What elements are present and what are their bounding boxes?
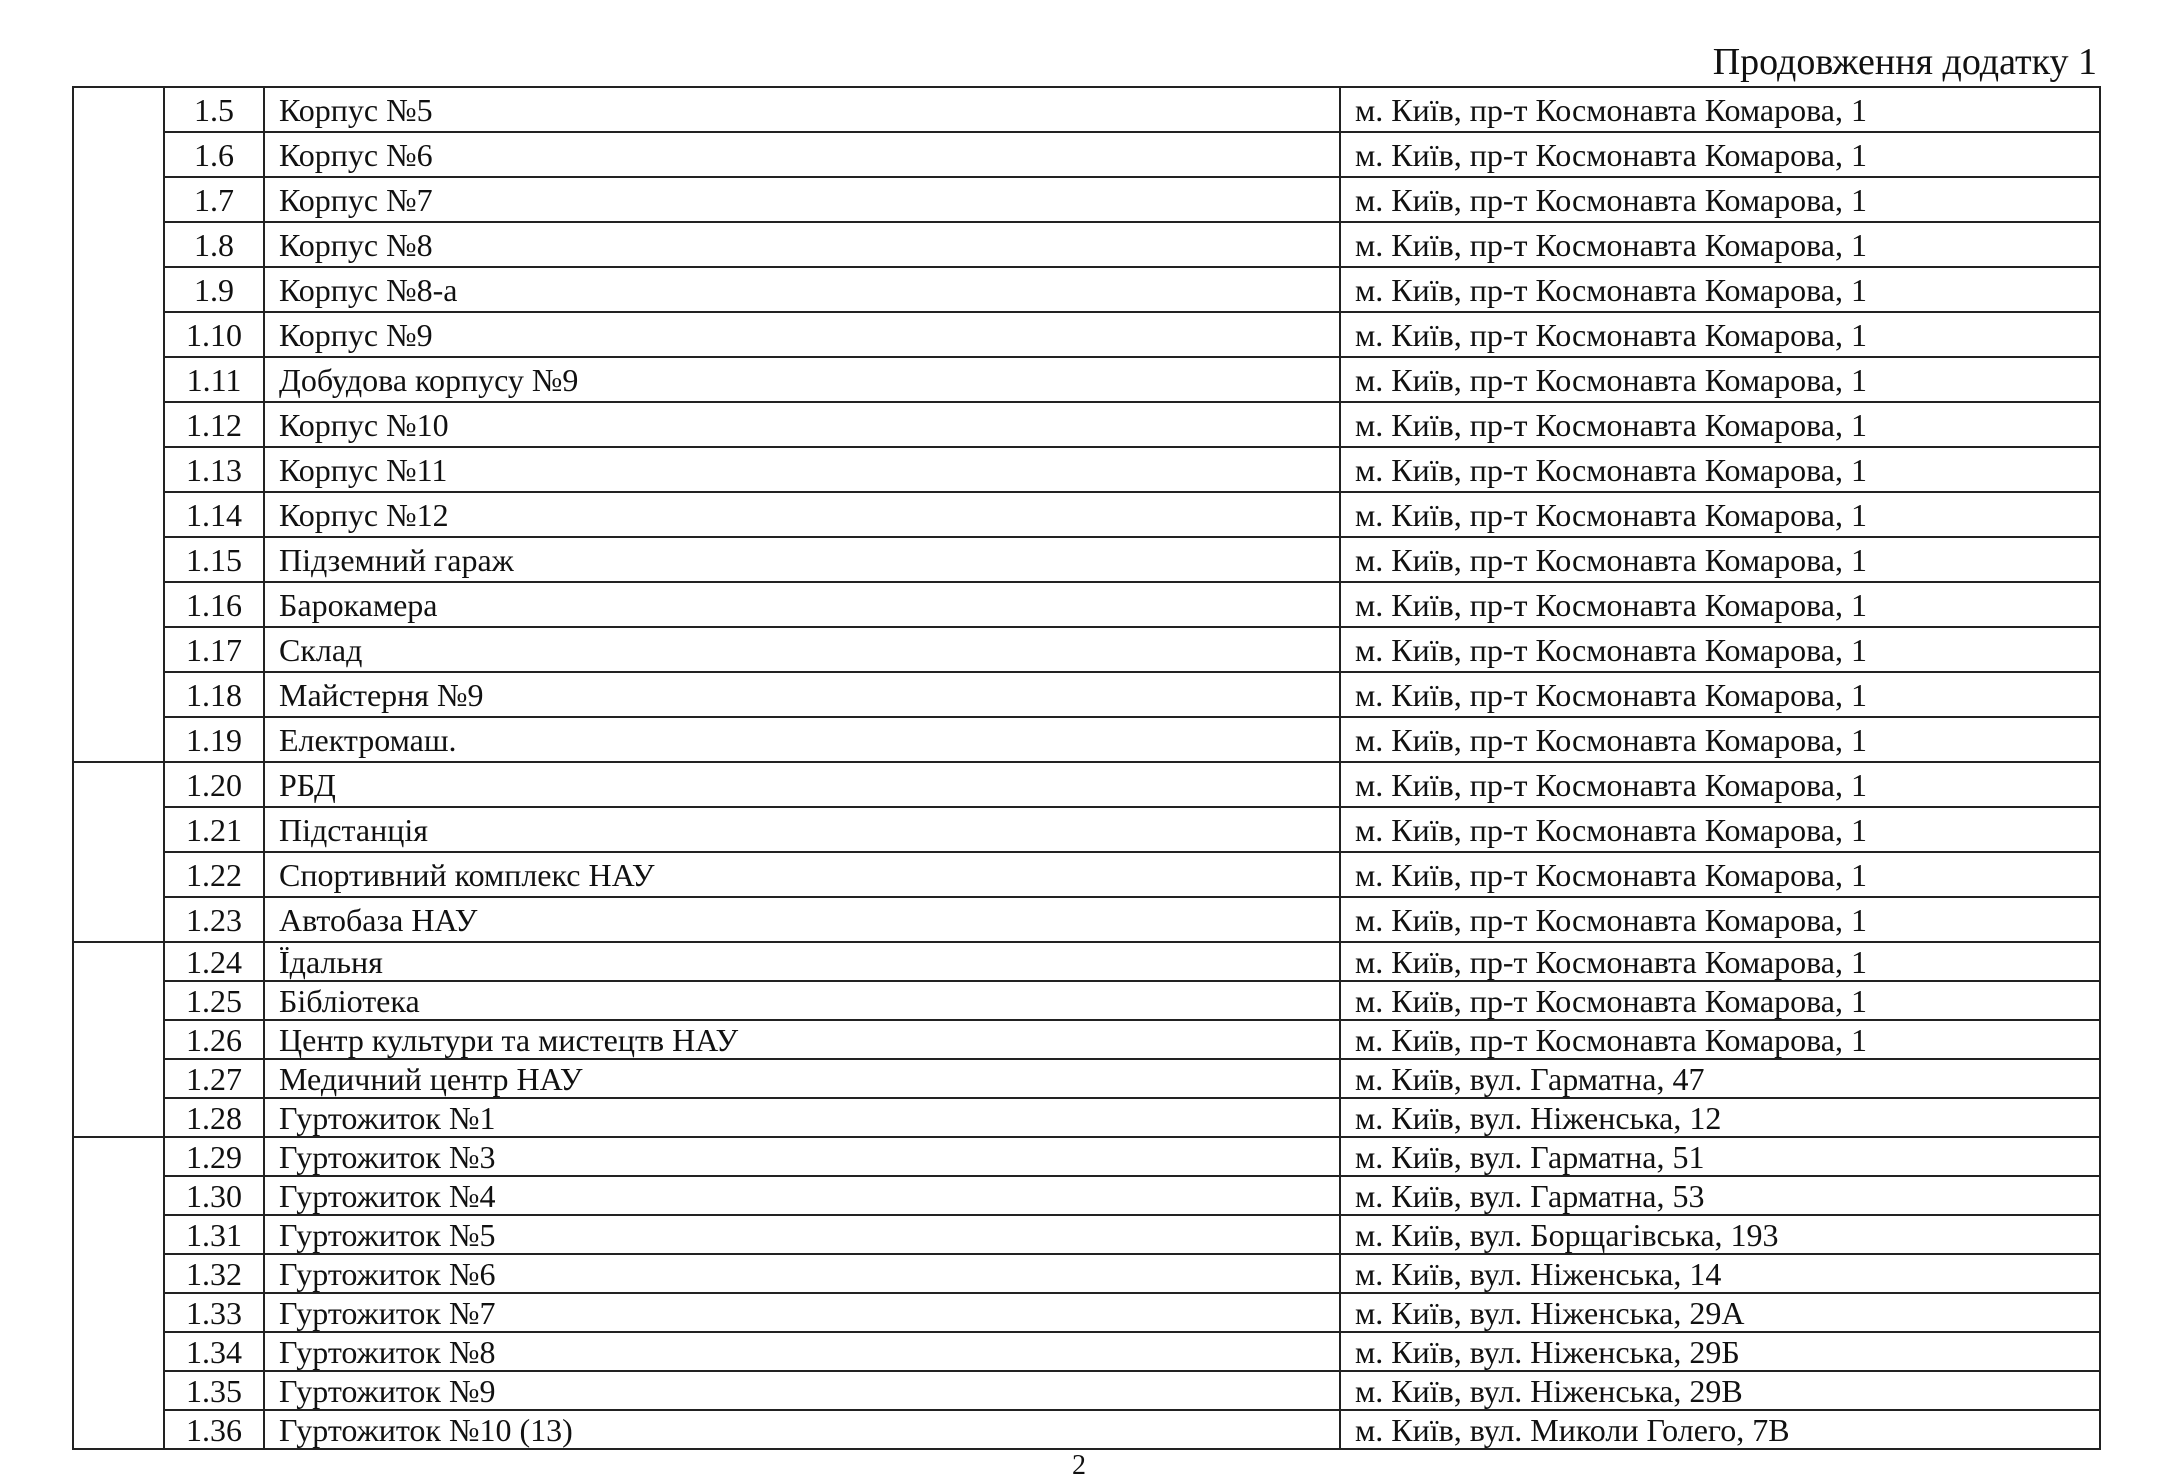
- table-row: [73, 87, 2100, 132]
- address-cell: м. Київ, пр-т Космонавта Комарова, 1: [1340, 807, 2100, 852]
- row-number-cell: 1.29: [164, 1137, 264, 1176]
- table-row: [73, 1371, 2100, 1410]
- building-name-cell: Автобаза НАУ: [264, 897, 1340, 942]
- building-name-cell: Гуртожиток №8: [264, 1332, 1340, 1371]
- row-number-cell: 1.34: [164, 1332, 264, 1371]
- table-row: [73, 1215, 2100, 1254]
- building-name-cell: Добудова корпусу №9: [264, 357, 1340, 402]
- building-name-cell: Підземний гараж: [264, 537, 1340, 582]
- building-name-cell: Корпус №5: [264, 87, 1340, 132]
- table-row: [73, 357, 2100, 402]
- building-name-cell: Електромаш.: [264, 717, 1340, 762]
- group-cell: [73, 942, 164, 1137]
- address-cell: м. Київ, пр-т Космонавта Комарова, 1: [1340, 942, 2100, 981]
- building-name-cell: РБД: [264, 762, 1340, 807]
- table-row: [73, 672, 2100, 717]
- table-row: [73, 1410, 2100, 1449]
- table-row: [73, 177, 2100, 222]
- building-name-cell: Корпус №10: [264, 402, 1340, 447]
- row-number-cell: 1.13: [164, 447, 264, 492]
- building-name-cell: Медичний центр НАУ: [264, 1059, 1340, 1098]
- address-cell: м. Київ, вул. Ніженська, 29А: [1340, 1293, 2100, 1332]
- row-number-cell: 1.31: [164, 1215, 264, 1254]
- address-cell: м. Київ, вул. Гарматна, 51: [1340, 1137, 2100, 1176]
- table-row: [73, 1020, 2100, 1059]
- row-number-cell: 1.28: [164, 1098, 264, 1137]
- continuation-heading: Продовження додатку 1: [1712, 41, 2097, 83]
- table-row: [73, 402, 2100, 447]
- table-row: [73, 267, 2100, 312]
- table-row: [73, 981, 2100, 1020]
- row-number-cell: 1.15: [164, 537, 264, 582]
- building-name-cell: Склад: [264, 627, 1340, 672]
- row-number-cell: 1.33: [164, 1293, 264, 1332]
- table-row: [73, 1098, 2100, 1137]
- table-row: [73, 1293, 2100, 1332]
- row-number-cell: 1.22: [164, 852, 264, 897]
- row-number-cell: 1.12: [164, 402, 264, 447]
- table-row: [73, 582, 2100, 627]
- address-cell: м. Київ, пр-т Космонавта Комарова, 1: [1340, 267, 2100, 312]
- building-name-cell: Корпус №7: [264, 177, 1340, 222]
- table-row: [73, 717, 2100, 762]
- table-row: [73, 1176, 2100, 1215]
- row-number-cell: 1.7: [164, 177, 264, 222]
- address-cell: м. Київ, пр-т Космонавта Комарова, 1: [1340, 177, 2100, 222]
- table-row: [73, 852, 2100, 897]
- address-cell: м. Київ, пр-т Космонавта Комарова, 1: [1340, 852, 2100, 897]
- table-row: [73, 942, 2100, 981]
- buildings-table-body: [73, 87, 2100, 1449]
- address-cell: м. Київ, пр-т Космонавта Комарова, 1: [1340, 447, 2100, 492]
- building-name-cell: Корпус №11: [264, 447, 1340, 492]
- table-row: [73, 762, 2100, 807]
- address-cell: м. Київ, вул. Ніженська, 29В: [1340, 1371, 2100, 1410]
- table-row: [73, 537, 2100, 582]
- building-name-cell: Корпус №6: [264, 132, 1340, 177]
- address-cell: м. Київ, пр-т Космонавта Комарова, 1: [1340, 132, 2100, 177]
- building-name-cell: Барокамера: [264, 582, 1340, 627]
- building-name-cell: Бібліотека: [264, 981, 1340, 1020]
- row-number-cell: 1.25: [164, 981, 264, 1020]
- address-cell: м. Київ, пр-т Космонавта Комарова, 1: [1340, 1020, 2100, 1059]
- address-cell: м. Київ, пр-т Космонавта Комарова, 1: [1340, 582, 2100, 627]
- address-cell: м. Київ, пр-т Космонавта Комарова, 1: [1340, 87, 2100, 132]
- table-row: [73, 1059, 2100, 1098]
- building-name-cell: Корпус №8: [264, 222, 1340, 267]
- address-cell: м. Київ, пр-т Космонавта Комарова, 1: [1340, 627, 2100, 672]
- row-number-cell: 1.23: [164, 897, 264, 942]
- row-number-cell: 1.20: [164, 762, 264, 807]
- group-cell: [73, 87, 164, 762]
- row-number-cell: 1.24: [164, 942, 264, 981]
- address-cell: м. Київ, вул. Гарматна, 47: [1340, 1059, 2100, 1098]
- address-cell: м. Київ, вул. Гарматна, 53: [1340, 1176, 2100, 1215]
- address-cell: м. Київ, вул. Ніженська, 14: [1340, 1254, 2100, 1293]
- building-name-cell: Гуртожиток №1: [264, 1098, 1340, 1137]
- building-name-cell: Корпус №12: [264, 492, 1340, 537]
- page-number: 2: [1072, 1450, 1086, 1481]
- row-number-cell: 1.32: [164, 1254, 264, 1293]
- address-cell: м. Київ, пр-т Космонавта Комарова, 1: [1340, 762, 2100, 807]
- address-cell: м. Київ, пр-т Космонавта Комарова, 1: [1340, 402, 2100, 447]
- address-cell: м. Київ, пр-т Космонавта Комарова, 1: [1340, 492, 2100, 537]
- row-number-cell: 1.35: [164, 1371, 264, 1410]
- row-number-cell: 1.10: [164, 312, 264, 357]
- building-name-cell: Майстерня №9: [264, 672, 1340, 717]
- table-row: [73, 447, 2100, 492]
- building-name-cell: Корпус №8-а: [264, 267, 1340, 312]
- table-row: [73, 492, 2100, 537]
- table-row: [73, 312, 2100, 357]
- row-number-cell: 1.14: [164, 492, 264, 537]
- row-number-cell: 1.9: [164, 267, 264, 312]
- building-name-cell: Гуртожиток №6: [264, 1254, 1340, 1293]
- address-cell: м. Київ, пр-т Космонавта Комарова, 1: [1340, 357, 2100, 402]
- address-cell: м. Київ, пр-т Космонавта Комарова, 1: [1340, 222, 2100, 267]
- row-number-cell: 1.8: [164, 222, 264, 267]
- row-number-cell: 1.27: [164, 1059, 264, 1098]
- address-cell: м. Київ, вул. Миколи Голего, 7В: [1340, 1410, 2100, 1449]
- row-number-cell: 1.16: [164, 582, 264, 627]
- row-number-cell: 1.18: [164, 672, 264, 717]
- row-number-cell: 1.11: [164, 357, 264, 402]
- building-name-cell: Їдальня: [264, 942, 1340, 981]
- building-name-cell: Гуртожиток №4: [264, 1176, 1340, 1215]
- table-row: [73, 897, 2100, 942]
- table-row: [73, 132, 2100, 177]
- building-name-cell: Центр культури та мистецтв НАУ: [264, 1020, 1340, 1059]
- address-cell: м. Київ, вул. Борщагівська, 193: [1340, 1215, 2100, 1254]
- table-row: [73, 1137, 2100, 1176]
- group-cell: [73, 762, 164, 942]
- building-name-cell: Спортивний комплекс НАУ: [264, 852, 1340, 897]
- row-number-cell: 1.6: [164, 132, 264, 177]
- address-cell: м. Київ, пр-т Космонавта Комарова, 1: [1340, 981, 2100, 1020]
- table-row: [73, 1254, 2100, 1293]
- table-row: [73, 627, 2100, 672]
- row-number-cell: 1.26: [164, 1020, 264, 1059]
- group-cell: [73, 1137, 164, 1449]
- building-name-cell: Гуртожиток №7: [264, 1293, 1340, 1332]
- address-cell: м. Київ, пр-т Космонавта Комарова, 1: [1340, 537, 2100, 582]
- row-number-cell: 1.30: [164, 1176, 264, 1215]
- buildings-table: [72, 86, 2101, 1450]
- building-name-cell: Гуртожиток №9: [264, 1371, 1340, 1410]
- row-number-cell: 1.5: [164, 87, 264, 132]
- row-number-cell: 1.19: [164, 717, 264, 762]
- table-row: [73, 807, 2100, 852]
- table-row: [73, 1332, 2100, 1371]
- building-name-cell: Гуртожиток №3: [264, 1137, 1340, 1176]
- address-cell: м. Київ, вул. Ніженська, 29Б: [1340, 1332, 2100, 1371]
- address-cell: м. Київ, пр-т Космонавта Комарова, 1: [1340, 312, 2100, 357]
- table-row: [73, 222, 2100, 267]
- building-name-cell: Корпус №9: [264, 312, 1340, 357]
- row-number-cell: 1.21: [164, 807, 264, 852]
- address-cell: м. Київ, вул. Ніженська, 12: [1340, 1098, 2100, 1137]
- building-name-cell: Підстанція: [264, 807, 1340, 852]
- address-cell: м. Київ, пр-т Космонавта Комарова, 1: [1340, 717, 2100, 762]
- building-name-cell: Гуртожиток №10 (13): [264, 1410, 1340, 1449]
- address-cell: м. Київ, пр-т Космонавта Комарова, 1: [1340, 897, 2100, 942]
- building-name-cell: Гуртожиток №5: [264, 1215, 1340, 1254]
- row-number-cell: 1.17: [164, 627, 264, 672]
- address-cell: м. Київ, пр-т Космонавта Комарова, 1: [1340, 672, 2100, 717]
- row-number-cell: 1.36: [164, 1410, 264, 1449]
